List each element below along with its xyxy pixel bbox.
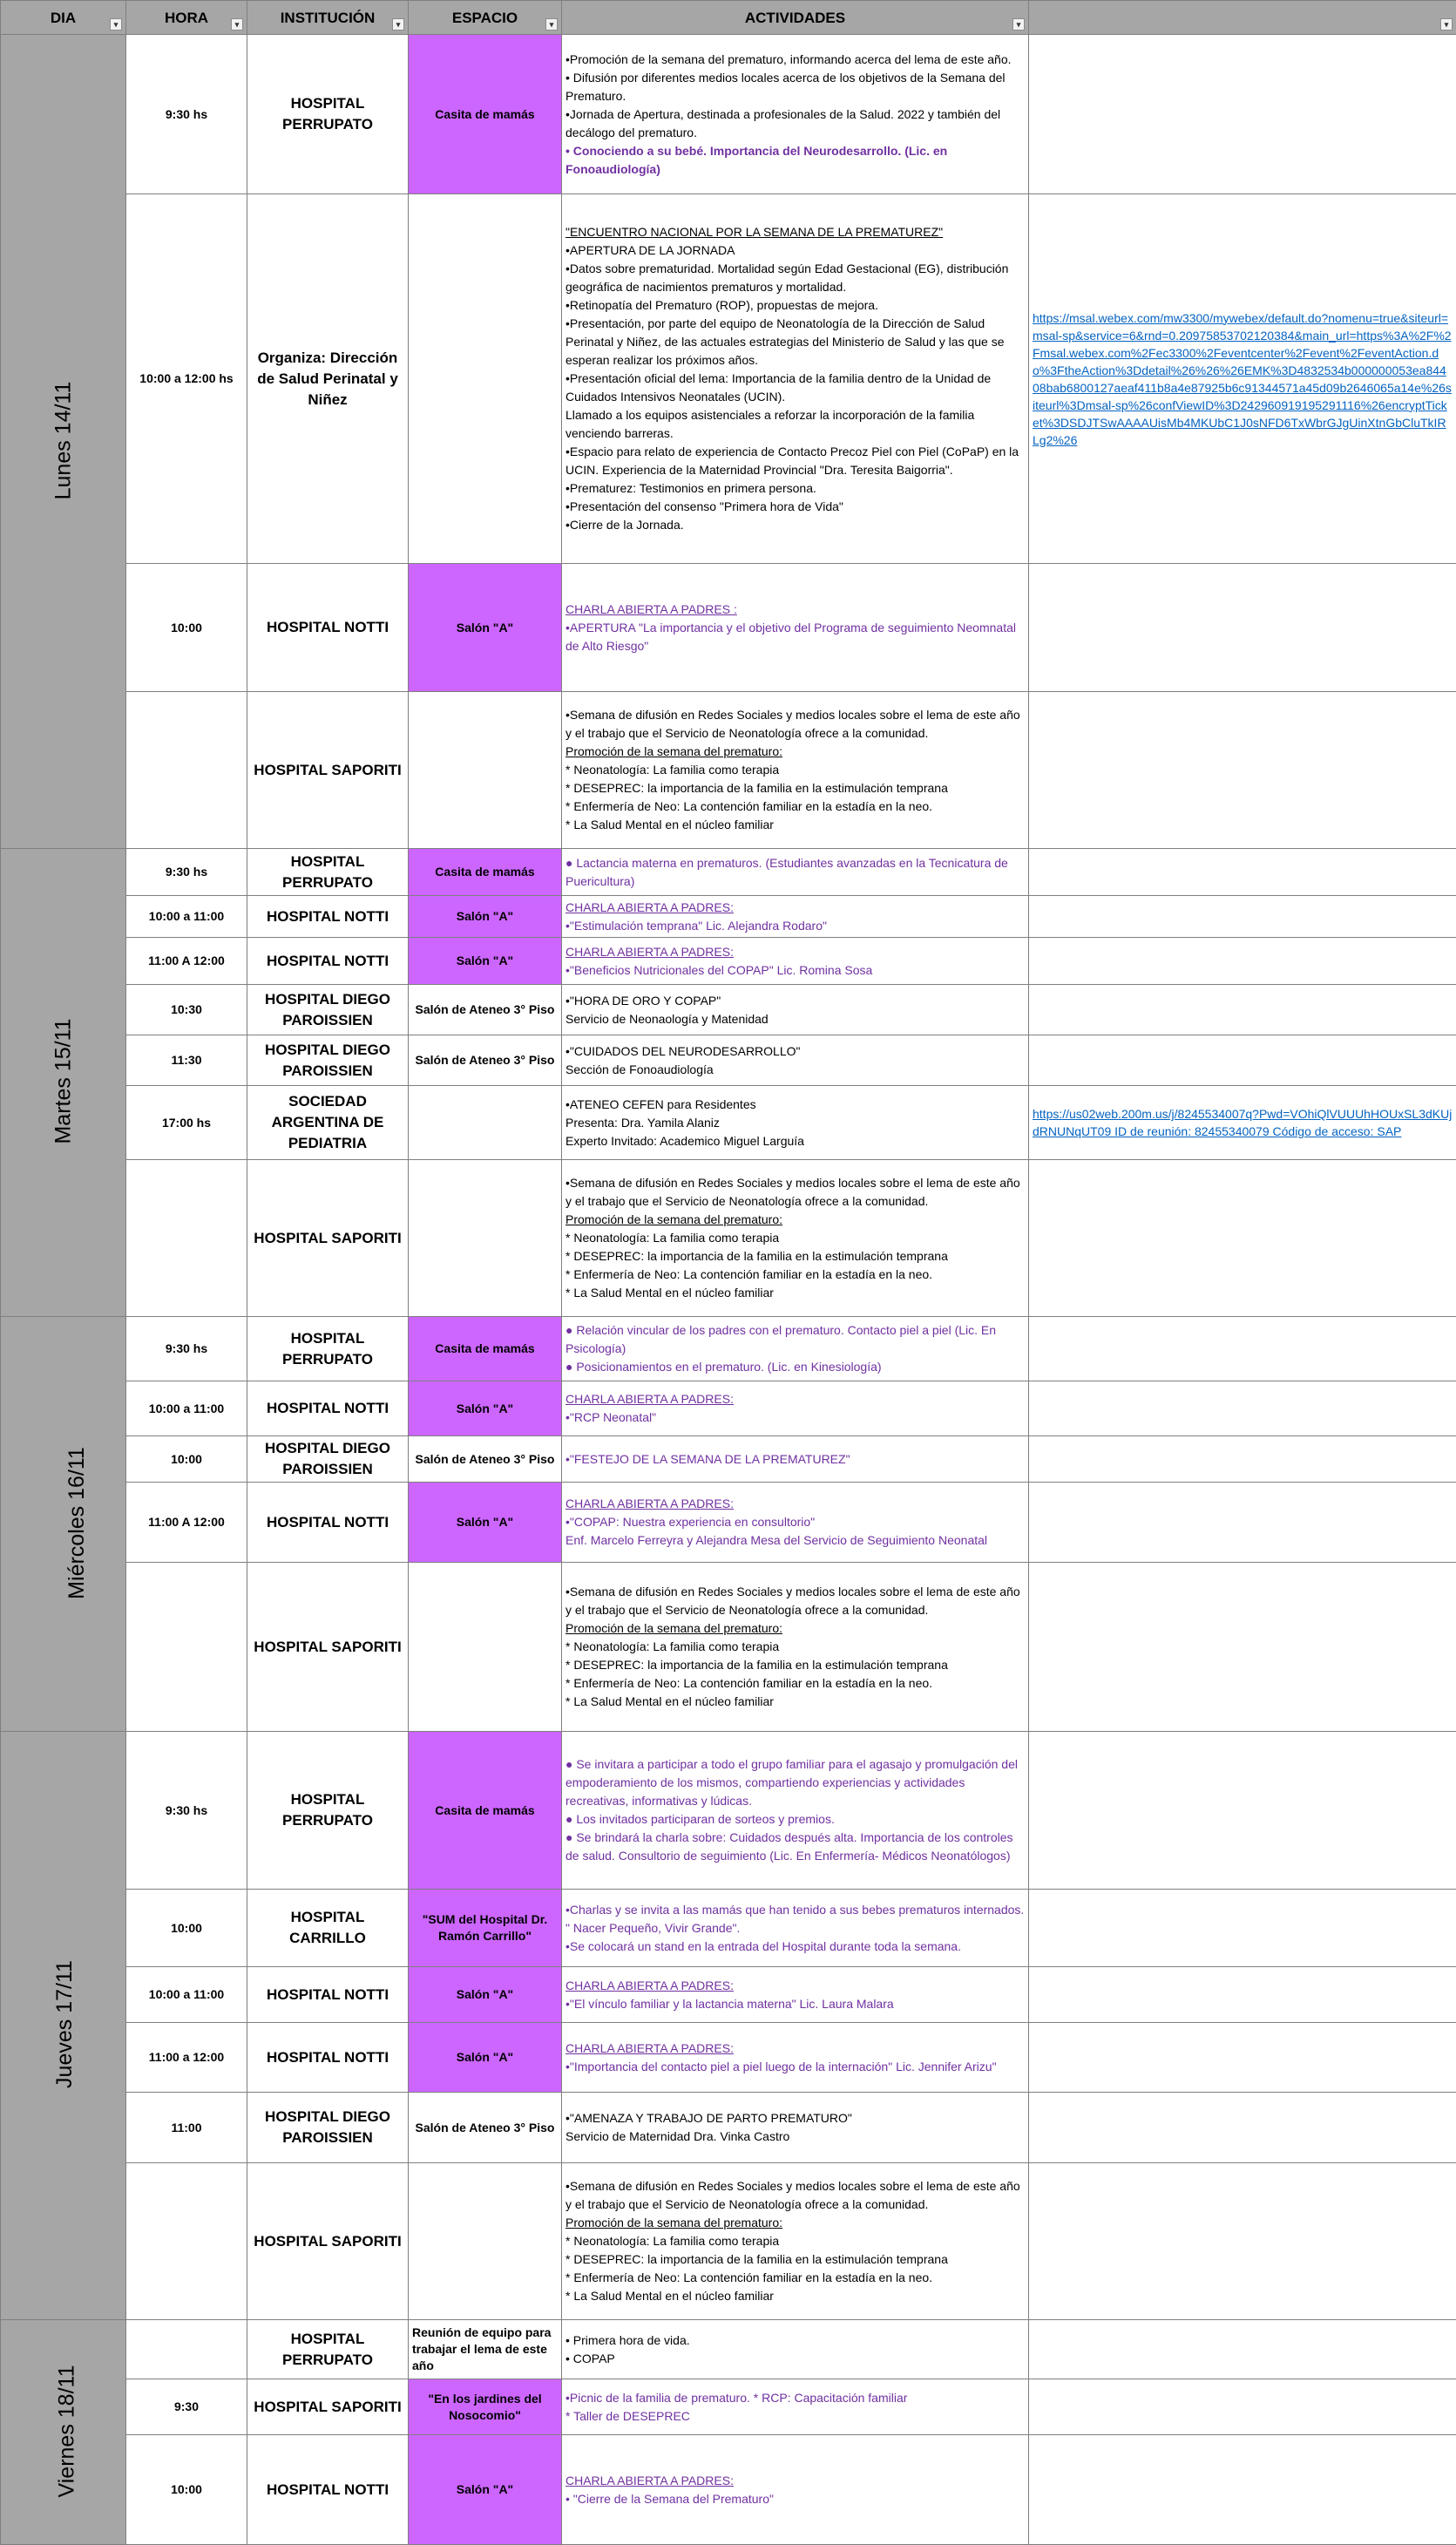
link-cell: [1029, 692, 1456, 849]
activity-line: •ATENEO CEFEN para Residentes: [565, 1096, 1025, 1114]
activity-line: ● Los invitados participaran de sorteos y premios.: [565, 1810, 1025, 1829]
day-label: Miércoles 16/11: [68, 1447, 86, 1599]
space-cell: Salón de Ateneo 3° Piso: [409, 985, 562, 1035]
time-cell: 10:00: [126, 2435, 247, 2545]
column-header-actividades: [562, 1, 1029, 35]
activities-cell: [562, 1086, 1029, 1160]
time-cell: 11:30: [126, 1035, 247, 1086]
institution-cell: SOCIEDAD ARGENTINA DE PEDIATRIA: [247, 1086, 409, 1160]
activity-line: •Semana de difusión en Redes Sociales y medios locales sobre el lema de este año y el trabajo que el Servicio de Neonatología ofrece a la comunidad.: [565, 1174, 1025, 1211]
link-cell: [1029, 1317, 1456, 1381]
activity-line: •Retinopatía del Prematuro (ROP), propuestas de mejora.: [565, 296, 1025, 315]
activities-cell: [562, 1483, 1029, 1563]
activity-line: •Picnic de la familia de prematuro. * RCP: Capacitación familiar: [565, 2389, 1025, 2407]
activity-line: CHARLA ABIERTA A PADRES:: [565, 899, 1025, 917]
filter-dropdown-icon[interactable]: ▾: [1012, 18, 1025, 31]
table-row: [1, 1563, 1456, 1732]
space-cell: Salón "A": [409, 2435, 562, 2545]
activity-line: * Enfermería de Neo: La contención familiar en la estadía en la neo.: [565, 1266, 1025, 1284]
activity-line: * DESEPREC: la importancia de la familia en la estimulación temprana: [565, 1247, 1025, 1266]
activity-line: •Presentación oficial del lema: Importancia de la familia dentro de la Unidad de Cuidados Intensivos Neonatales (UCIN).: [565, 370, 1025, 406]
institution-cell: HOSPITAL PERRUPATO: [247, 1317, 409, 1381]
time-cell: [126, 2163, 247, 2320]
activities-cell: [562, 938, 1029, 985]
column-header-hora-label: HORA: [165, 10, 208, 26]
activity-line: •"El vínculo familiar y la lactancia materna" Lic. Laura Malara: [565, 1995, 1025, 2013]
activity-line: •"COPAP: Nuestra experiencia en consultorio": [565, 1513, 1025, 1531]
table-row: [1, 849, 1456, 896]
day-label: Jueves 17/11: [56, 1960, 74, 2088]
activity-line: •Semana de difusión en Redes Sociales y medios locales sobre el lema de este año y el trabajo que el Servicio de Neonatología ofrece a la comunidad.: [565, 2177, 1025, 2214]
activity-line: * DESEPREC: la importancia de la familia en la estimulación temprana: [565, 2250, 1025, 2269]
link-cell: [1029, 2163, 1456, 2320]
institution-cell: HOSPITAL SAPORITI: [247, 2379, 409, 2435]
space-cell: Casita de mamás: [409, 1317, 562, 1381]
activities-cell: [562, 35, 1029, 194]
day-cell: [1, 1732, 126, 2320]
space-cell: Salón de Ateneo 3° Piso: [409, 1035, 562, 1086]
activities-cell: [562, 1967, 1029, 2023]
activity-line: • Primera hora de vida.: [565, 2331, 1025, 2350]
activity-line: •"HORA DE ORO Y COPAP": [565, 992, 1025, 1010]
filter-dropdown-icon[interactable]: ▾: [545, 18, 558, 31]
time-cell: [126, 692, 247, 849]
time-cell: 10:00: [126, 1436, 247, 1483]
time-cell: [126, 2320, 247, 2379]
institution-cell: HOSPITAL NOTTI: [247, 564, 409, 692]
activity-line: Servicio de Neonaología y Matenidad: [565, 1010, 1025, 1028]
institution-cell: HOSPITAL PERRUPATO: [247, 2320, 409, 2379]
filter-dropdown-icon[interactable]: ▾: [110, 18, 122, 31]
institution-cell: HOSPITAL DIEGO PAROISSIEN: [247, 1035, 409, 1086]
activities-cell: [562, 692, 1029, 849]
activity-line: •"Beneficios Nutricionales del COPAP" Lic. Romina Sosa: [565, 961, 1025, 980]
activity-line: •Prematurez: Testimonios en primera persona.: [565, 479, 1025, 498]
activity-line: Promoción de la semana del prematuro:: [565, 743, 1025, 761]
time-cell: 10:00 a 12:00 hs: [126, 194, 247, 564]
institution-cell: HOSPITAL NOTTI: [247, 1483, 409, 1563]
link-cell: [1029, 896, 1456, 938]
table-row: [1, 2320, 1456, 2379]
activities-cell: [562, 1160, 1029, 1317]
filter-dropdown-icon[interactable]: ▾: [231, 18, 243, 31]
space-cell: Casita de mamás: [409, 1732, 562, 1890]
activity-line: •Charlas y se invita a las mamás que han tenido a sus bebes prematuros internados. " Nacer Pequeño, Vivir Grande".: [565, 1901, 1025, 1938]
activities-cell: [562, 2320, 1029, 2379]
column-header-institucion: [247, 1, 409, 35]
link-cell: [1029, 1890, 1456, 1967]
table-row: [1, 1086, 1456, 1160]
institution-cell: HOSPITAL NOTTI: [247, 1381, 409, 1436]
day-cell: [1, 35, 126, 849]
activity-line: •"AMENAZA Y TRABAJO DE PARTO PREMATURO": [565, 2109, 1025, 2128]
space-cell: Reunión de equipo para trabajar el lema de este año: [409, 2320, 562, 2379]
activities-cell: [562, 1732, 1029, 1890]
activity-line: Promoción de la semana del prematuro:: [565, 2214, 1025, 2232]
institution-cell: HOSPITAL PERRUPATO: [247, 1732, 409, 1890]
activities-cell: [562, 1381, 1029, 1436]
time-cell: 10:00: [126, 564, 247, 692]
time-cell: 9:30 hs: [126, 1732, 247, 1890]
space-cell: [409, 2163, 562, 2320]
column-header-espacio: [409, 1, 562, 35]
space-cell: [409, 1563, 562, 1732]
activity-line: CHARLA ABIERTA A PADRES:: [565, 1390, 1025, 1408]
institution-cell: HOSPITAL SAPORITI: [247, 1563, 409, 1732]
table-row: [1, 938, 1456, 985]
time-cell: [126, 1160, 247, 1317]
space-cell: Salón de Ateneo 3° Piso: [409, 1436, 562, 1483]
activity-line: Promoción de la semana del prematuro:: [565, 1211, 1025, 1229]
space-cell: Salón "A": [409, 2023, 562, 2093]
activity-line: * La Salud Mental en el núcleo familiar: [565, 2287, 1025, 2305]
space-cell: Casita de mamás: [409, 849, 562, 896]
space-cell: Salón "A": [409, 1483, 562, 1563]
activity-line: ● Se brindará la charla sobre: Cuidados después alta. Importancia de los controles de salud. Consultorio de seguimiento (Lic. En Enfermería- Médicos Neonatólogos): [565, 1829, 1025, 1865]
activity-line: * Taller de DESEPREC: [565, 2407, 1025, 2426]
time-cell: 10:00 a 11:00: [126, 896, 247, 938]
institution-cell: HOSPITAL NOTTI: [247, 938, 409, 985]
activities-cell: [562, 896, 1029, 938]
link-cell: [1029, 1035, 1456, 1086]
institution-cell: HOSPITAL NOTTI: [247, 896, 409, 938]
table-row: [1, 2093, 1456, 2163]
activity-line: •Cierre de la Jornada.: [565, 516, 1025, 534]
table-row: [1, 1381, 1456, 1436]
time-cell: 9:30: [126, 2379, 247, 2435]
table-row: [1, 2379, 1456, 2435]
schedule-body: [1, 35, 1456, 2545]
institution-cell: Organiza: Dirección de Salud Perinatal y Niñez: [247, 194, 409, 564]
table-row: [1, 1436, 1456, 1483]
link-cell: [1029, 1436, 1456, 1483]
link-cell: [1029, 2379, 1456, 2435]
activity-line: * Neonatología: La familia como terapia: [565, 761, 1025, 779]
space-cell: [409, 692, 562, 849]
activities-cell: [562, 1035, 1029, 1086]
day-label: Lunes 14/11: [54, 381, 72, 499]
column-header-institucion-label: INSTITUCIÓN: [281, 10, 376, 26]
space-cell: Salón "A": [409, 896, 562, 938]
link-cell: [1029, 1967, 1456, 2023]
activity-line: •Promoción de la semana del prematuro, informando acerca del lema de este año.: [565, 51, 1025, 69]
link-cell: [1029, 1381, 1456, 1436]
link-cell: [1029, 1160, 1456, 1317]
institution-cell: HOSPITAL NOTTI: [247, 2435, 409, 2545]
activity-line: CHARLA ABIERTA A PADRES:: [565, 1495, 1025, 1513]
activity-line: •Se colocará un stand en la entrada del Hospital durante toda la semana.: [565, 1938, 1025, 1956]
link-cell: [1029, 2320, 1456, 2379]
table-row: [1, 1035, 1456, 1086]
table-row: [1, 564, 1456, 692]
table-row: [1, 2023, 1456, 2093]
link-cell: [1029, 35, 1456, 194]
activity-line: * Neonatología: La familia como terapia: [565, 2232, 1025, 2250]
institution-cell: HOSPITAL PERRUPATO: [247, 849, 409, 896]
time-cell: 11:00 A 12:00: [126, 938, 247, 985]
space-cell: [409, 1160, 562, 1317]
activity-line: * DESEPREC: la importancia de la familia en la estimulación temprana: [565, 1656, 1025, 1674]
activity-line: ● Se invitara a participar a todo el grupo familiar para el agasajo y promulgación del empoderamiento de los mismos, compartiendo experiencias y actividades recreativas, informativas y lúdicas.: [565, 1755, 1025, 1810]
activity-line: •Espacio para relato de experiencia de Contacto Precoz Piel con Piel (CoPaP) en la UCIN. Experiencia de la Maternidad Provincial "Dra. Teresita Baigorria".: [565, 443, 1025, 479]
institution-cell: HOSPITAL DIEGO PAROISSIEN: [247, 2093, 409, 2163]
table-row: [1, 35, 1456, 194]
time-cell: 11:00 a 12:00: [126, 2023, 247, 2093]
link-cell: [1029, 1483, 1456, 1563]
activities-cell: [562, 849, 1029, 896]
activities-cell: [562, 564, 1029, 692]
time-cell: 11:00 A 12:00: [126, 1483, 247, 1563]
table-row: [1, 896, 1456, 938]
activity-line: * La Salud Mental en el núcleo familiar: [565, 1693, 1025, 1711]
activity-line: •"FESTEJO DE LA SEMANA DE LA PREMATUREZ": [565, 1450, 1025, 1469]
time-cell: 10:00: [126, 1890, 247, 1967]
link-cell[interactable]: [1029, 1086, 1456, 1160]
time-cell: 10:00 a 11:00: [126, 1381, 247, 1436]
activity-line: •APERTURA "La importancia y el objetivo del Programa de seguimiento Neomnatal de Alto Riesgo": [565, 619, 1025, 655]
activity-line: ● Relación vincular de los padres con el prematuro. Contacto piel a piel (Lic. En Psicología): [565, 1321, 1025, 1358]
activities-cell: [562, 2093, 1029, 2163]
activity-line: •Presentación del consenso "Primera hora de Vida": [565, 498, 1025, 516]
table-row: [1, 1732, 1456, 1890]
activity-line: CHARLA ABIERTA A PADRES:: [565, 2039, 1025, 2058]
activity-line: • COPAP: [565, 2350, 1025, 2368]
table-row: [1, 1890, 1456, 1967]
activity-line: •"Importancia del contacto piel a piel luego de la internación" Lic. Jennifer Arizu": [565, 2058, 1025, 2076]
time-cell: 9:30 hs: [126, 1317, 247, 1381]
day-cell: [1, 2320, 126, 2545]
activity-line: * Enfermería de Neo: La contención familiar en la estadía en la neo.: [565, 797, 1025, 816]
time-cell: 10:30: [126, 985, 247, 1035]
institution-cell: HOSPITAL DIEGO PAROISSIEN: [247, 1436, 409, 1483]
space-cell: Salón de Ateneo 3° Piso: [409, 2093, 562, 2163]
link-cell: [1029, 849, 1456, 896]
activity-line: CHARLA ABIERTA A PADRES:: [565, 943, 1025, 961]
meeting-link[interactable]: https://us02web.200m.us/j/8245534007q?Pwd=VOhiQlVUUUhHOUxSL3dKUjdRNUNqUT09 ID de reunión: 82455340079 Código de acceso: SAP: [1033, 1105, 1453, 1140]
space-cell: Salón "A": [409, 938, 562, 985]
table-row: [1, 1967, 1456, 2023]
activity-line: Presenta: Dra. Yamila Alaniz: [565, 1114, 1025, 1132]
activity-line: •Datos sobre prematuridad. Mortalidad según Edad Gestacional (EG), distribución geográfica de nacimientos prematuros y mortalidad.: [565, 260, 1025, 296]
activity-line: CHARLA ABIERTA A PADRES :: [565, 601, 1025, 619]
table-row: [1, 194, 1456, 564]
activities-cell: [562, 194, 1029, 564]
table-row: [1, 985, 1456, 1035]
institution-cell: HOSPITAL NOTTI: [247, 2023, 409, 2093]
activity-line: •Semana de difusión en Redes Sociales y medios locales sobre el lema de este año y el trabajo que el Servicio de Neonatología ofrece a la comunidad.: [565, 706, 1025, 743]
table-row: [1, 1160, 1456, 1317]
activity-line: Experto Invitado: Academico Miguel Larguía: [565, 1132, 1025, 1150]
activity-line: * La Salud Mental en el núcleo familiar: [565, 816, 1025, 834]
link-cell: [1029, 1732, 1456, 1890]
link-cell: [1029, 564, 1456, 692]
day-cell: [1, 1317, 126, 1732]
institution-cell: HOSPITAL CARRILLO: [247, 1890, 409, 1967]
activity-line: Sección de Fonoaudiología: [565, 1061, 1025, 1079]
column-header-dia-label: DIA: [51, 10, 76, 26]
space-cell: [409, 194, 562, 564]
activity-line: * Neonatología: La familia como terapia: [565, 1638, 1025, 1656]
activity-line: •Jornada de Apertura, destinada a profesionales de la Salud. 2022 y también del decálogo del prematuro.: [565, 105, 1025, 142]
activities-cell: [562, 1563, 1029, 1732]
institution-cell: HOSPITAL SAPORITI: [247, 2163, 409, 2320]
time-cell: 17:00 hs: [126, 1086, 247, 1160]
activity-line: •APERTURA DE LA JORNADA: [565, 241, 1025, 260]
institution-cell: HOSPITAL PERRUPATO: [247, 35, 409, 194]
activity-line: •Semana de difusión en Redes Sociales y medios locales sobre el lema de este año y el trabajo que el Servicio de Neonatología ofrece a la comunidad.: [565, 1583, 1025, 1619]
link-cell: [1029, 938, 1456, 985]
activities-cell: [562, 1890, 1029, 1967]
link-cell: [1029, 2023, 1456, 2093]
link-cell[interactable]: [1029, 194, 1456, 564]
time-cell: 11:00: [126, 2093, 247, 2163]
time-cell: 10:00 a 11:00: [126, 1967, 247, 2023]
activity-line: * Neonatología: La familia como terapia: [565, 1229, 1025, 1247]
day-label: Martes 15/11: [55, 1018, 73, 1144]
column-header-dia: [1, 1, 126, 35]
activities-cell: [562, 1436, 1029, 1483]
space-cell: [409, 1086, 562, 1160]
time-cell: 9:30 hs: [126, 849, 247, 896]
activity-line: Promoción de la semana del prematuro:: [565, 1619, 1025, 1638]
space-cell: Salón "A": [409, 564, 562, 692]
activity-line: •"Estimulación temprana" Lic. Alejandra Rodaro": [565, 917, 1025, 935]
activity-line: •"RCP Neonatal": [565, 1408, 1025, 1427]
activity-line: • Conociendo a su bebé. Importancia del Neurodesarrollo. (Lic. en Fonoaudiología): [565, 142, 1025, 179]
time-cell: [126, 1563, 247, 1732]
activities-cell: [562, 2379, 1029, 2435]
day-cell: [1, 849, 126, 1317]
day-label: Viernes 18/11: [58, 2365, 76, 2497]
activity-line: Enf. Marcelo Ferreyra y Alejandra Mesa del Servicio de Seguimiento Neonatal: [565, 1531, 1025, 1550]
column-header-espacio-label: ESPACIO: [452, 10, 518, 26]
table-row: [1, 1483, 1456, 1563]
column-header-links: [1029, 1, 1456, 35]
activities-cell: [562, 2023, 1029, 2093]
link-cell: [1029, 2093, 1456, 2163]
space-cell: Salón "A": [409, 1381, 562, 1436]
meeting-link[interactable]: https://msal.webex.com/mw3300/mywebex/default.do?nomenu=true&siteurl=msal-sp&service=6&rnd=0.20975853702120384&main_url=https%3A%2F%2Fmsal.webex.com%2Fec3300%2Feventcenter%2Fevent%2FeventAction.do%3FtheAction%3Ddetail%26%26%26EMK%3D4832534b000000053ea84408bab6800127aeaf411b8a4e87925b6c91344571a45d09b2646065a14e%26siteurl%3Dmsal-sp%26confViewID%3D242960919195291116%26encryptTicket%3DSDJTSwAAAAUisMb4MKUbC1J0sNFD6TxWbrGJgUinXtnGbCluTkIRLg2%26: [1033, 309, 1453, 449]
header-row: [1, 1, 1456, 35]
activity-line: •"CUIDADOS DEL NEURODESARROLLO": [565, 1042, 1025, 1061]
activity-line: Llamado a los equipos asistenciales a reforzar la incorporación de la familia venciendo barreras.: [565, 406, 1025, 443]
table-row: [1, 692, 1456, 849]
activity-line: * Enfermería de Neo: La contención familiar en la estadía en la neo.: [565, 1674, 1025, 1693]
column-header-hora: [126, 1, 247, 35]
time-cell: 9:30 hs: [126, 35, 247, 194]
link-cell: [1029, 985, 1456, 1035]
activity-line: •Presentación, por parte del equipo de Neonatología de la Dirección de Salud Perinatal y Niñez, de las actuales estrategias del Ministerio de Salud y las que se esperan realizar los próximos años.: [565, 315, 1025, 370]
activity-line: * DESEPREC: la importancia de la familia en la estimulación temprana: [565, 779, 1025, 797]
space-cell: "En los jardines del Nosocomio": [409, 2379, 562, 2435]
activity-line: • "Cierre de la Semana del Prematuro": [565, 2490, 1025, 2508]
link-cell: [1029, 1563, 1456, 1732]
activity-line: Servicio de Maternidad Dra. Vinka Castro: [565, 2128, 1025, 2146]
institution-cell: HOSPITAL SAPORITI: [247, 1160, 409, 1317]
filter-dropdown-icon[interactable]: ▾: [392, 18, 404, 31]
institution-cell: HOSPITAL NOTTI: [247, 1967, 409, 2023]
space-cell: Casita de mamás: [409, 35, 562, 194]
space-cell: Salón "A": [409, 1967, 562, 2023]
activities-cell: [562, 985, 1029, 1035]
activity-line: ● Posicionamientos en el prematuro. (Lic. en Kinesiología): [565, 1358, 1025, 1376]
column-header-actividades-label: ACTIVIDADES: [745, 10, 845, 26]
activity-line: CHARLA ABIERTA A PADRES:: [565, 2472, 1025, 2490]
filter-dropdown-icon[interactable]: ▾: [1440, 18, 1453, 31]
activity-line: "ENCUENTRO NACIONAL POR LA SEMANA DE LA PREMATUREZ": [565, 223, 1025, 241]
institution-cell: HOSPITAL SAPORITI: [247, 692, 409, 849]
institution-cell: HOSPITAL DIEGO PAROISSIEN: [247, 985, 409, 1035]
table-row: [1, 1317, 1456, 1381]
activity-line: * Enfermería de Neo: La contención familiar en la estadía en la neo.: [565, 2269, 1025, 2287]
table-row: [1, 2163, 1456, 2320]
activity-line: ● Lactancia materna en prematuros. (Estudiantes avanzadas en la Tecnicatura de Puericultura): [565, 854, 1025, 891]
activity-line: CHARLA ABIERTA A PADRES:: [565, 1977, 1025, 1995]
space-cell: "SUM del Hospital Dr. Ramón Carrillo": [409, 1890, 562, 1967]
activities-cell: [562, 2163, 1029, 2320]
activity-line: * La Salud Mental en el núcleo familiar: [565, 1284, 1025, 1302]
activities-cell: [562, 1317, 1029, 1381]
activity-line: • Difusión por diferentes medios locales acerca de los objetivos de la Semana del Prematuro.: [565, 69, 1025, 105]
